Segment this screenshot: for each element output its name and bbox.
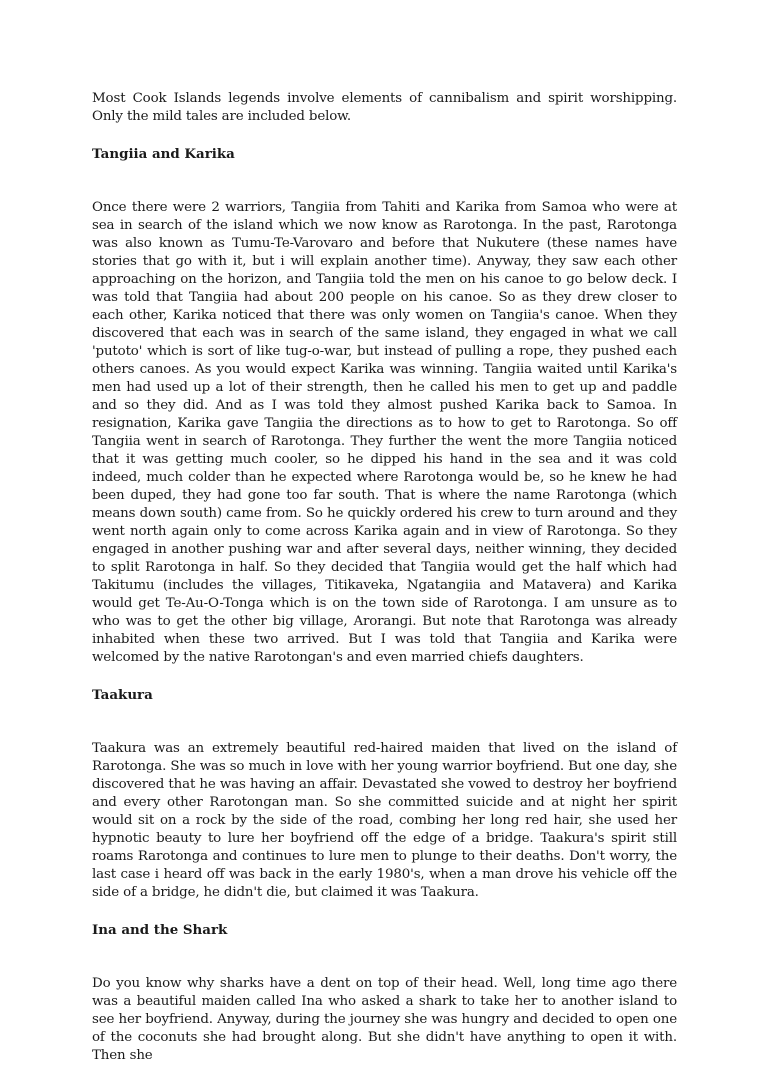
intro-paragraph: Most Cook Islands legends involve elements of cannibalism and spirit worshipping. Only the mild tales are included below. (92, 91, 677, 124)
document-page (92, 90, 677, 1065)
section-body-taakura: Taakura was an extremely beautiful red-haired maiden that lived on the island of Rarotonga. She was so much in love with her young warrior boyfriend. But one day, she discovered that he was having an affair. Devastated she vowed to destroy her boyfriend and every other Rarotongan man. So she committed suicide and at night her spirit would sit on a rock by the side of the road, combing her long red hair, she used her hypnotic beauty to lure her boyfriend off the edge of a bridge. Taakura's spirit still roams Rarotonga and continues to lure men to plunge to their deaths. Don't worry, the last case i heard off was back in the early 1980's, when a man drove his vehicle off the side of a bridge, he didn't die, but claimed it was Taakura. (92, 741, 677, 900)
section-heading-taakura: Taakura (92, 687, 153, 703)
section-heading-ina-shark: Ina and the Shark (92, 922, 228, 938)
section-body-tangiia-karika: Once there were 2 warriors, Tangiia from Tahiti and Karika from Samoa who were at sea in search of the island which we now know as Rarotonga. In the past, Rarotonga was also known as Tumu-Te-Varovaro and before that Nukutere (these names have stories that go with it, but i will explain another time). Anyway, they saw each other approaching on the horizon, and Tangiia told the men on his canoe to go below deck. I was told that Tangiia had about 200 people on his canoe. So as they drew closer to each other, Karika noticed that there was only women on Tangiia's canoe. When they discovered that each was in search of the same island, they engaged in what we call 'putoto' which is sort of like tug-o-war, but instead of pulling a rope, they pushed each others canoes. As you would expect Karika was winning. Tangiia waited until Karika's men had used up a lot of their strength, then he called his men to get up and paddle and so they did. And as I was told they almost pushed Karika back to Samoa. In resignation, Karika gave Tangiia the directions as to how to get to Rarotonga. So off Tangiia went in search of Rarotonga. They further the went the more Tangiia noticed that it was getting much cooler, so he dipped his hand in the sea and it was cold indeed, much colder than he expected where Rarotonga would be, so he knew he had been duped, they had gone too far south. That is where the name Rarotonga (which means down south) came from. So he quickly ordered his crew to turn around and they went north again only to come across Karika again and in view of Rarotonga. So they engaged in another pushing war and after several days, neither winning, they decided to split Rarotonga in half. So they decided that Tangiia would get the half which had Takitumu (includes the villages, Titikaveka, Ngatangiia and Matavera) and Karika would get Te-Au-O-Tonga which is on the town side of Rarotonga. I am unsure as to who was to get the other big village, Arorangi. But note that Rarotonga was already inhabited when these two arrived. But I was told that Tangiia and Karika were welcomed by the native Rarotongan's and even married chiefs daughters. (92, 200, 677, 665)
section-body-ina-shark: Do you know why sharks have a dent on top of their head. Well, long time ago there was a beautiful maiden called Ina who asked a shark to take her to another island to see her boyfriend. Anyway, during the journey she was hungry and decided to open one of the coconuts she had brought along. But she didn't have anything to open it with. Then she (92, 976, 677, 1063)
section-heading-tangiia-karika: Tangiia and Karika (92, 146, 235, 162)
